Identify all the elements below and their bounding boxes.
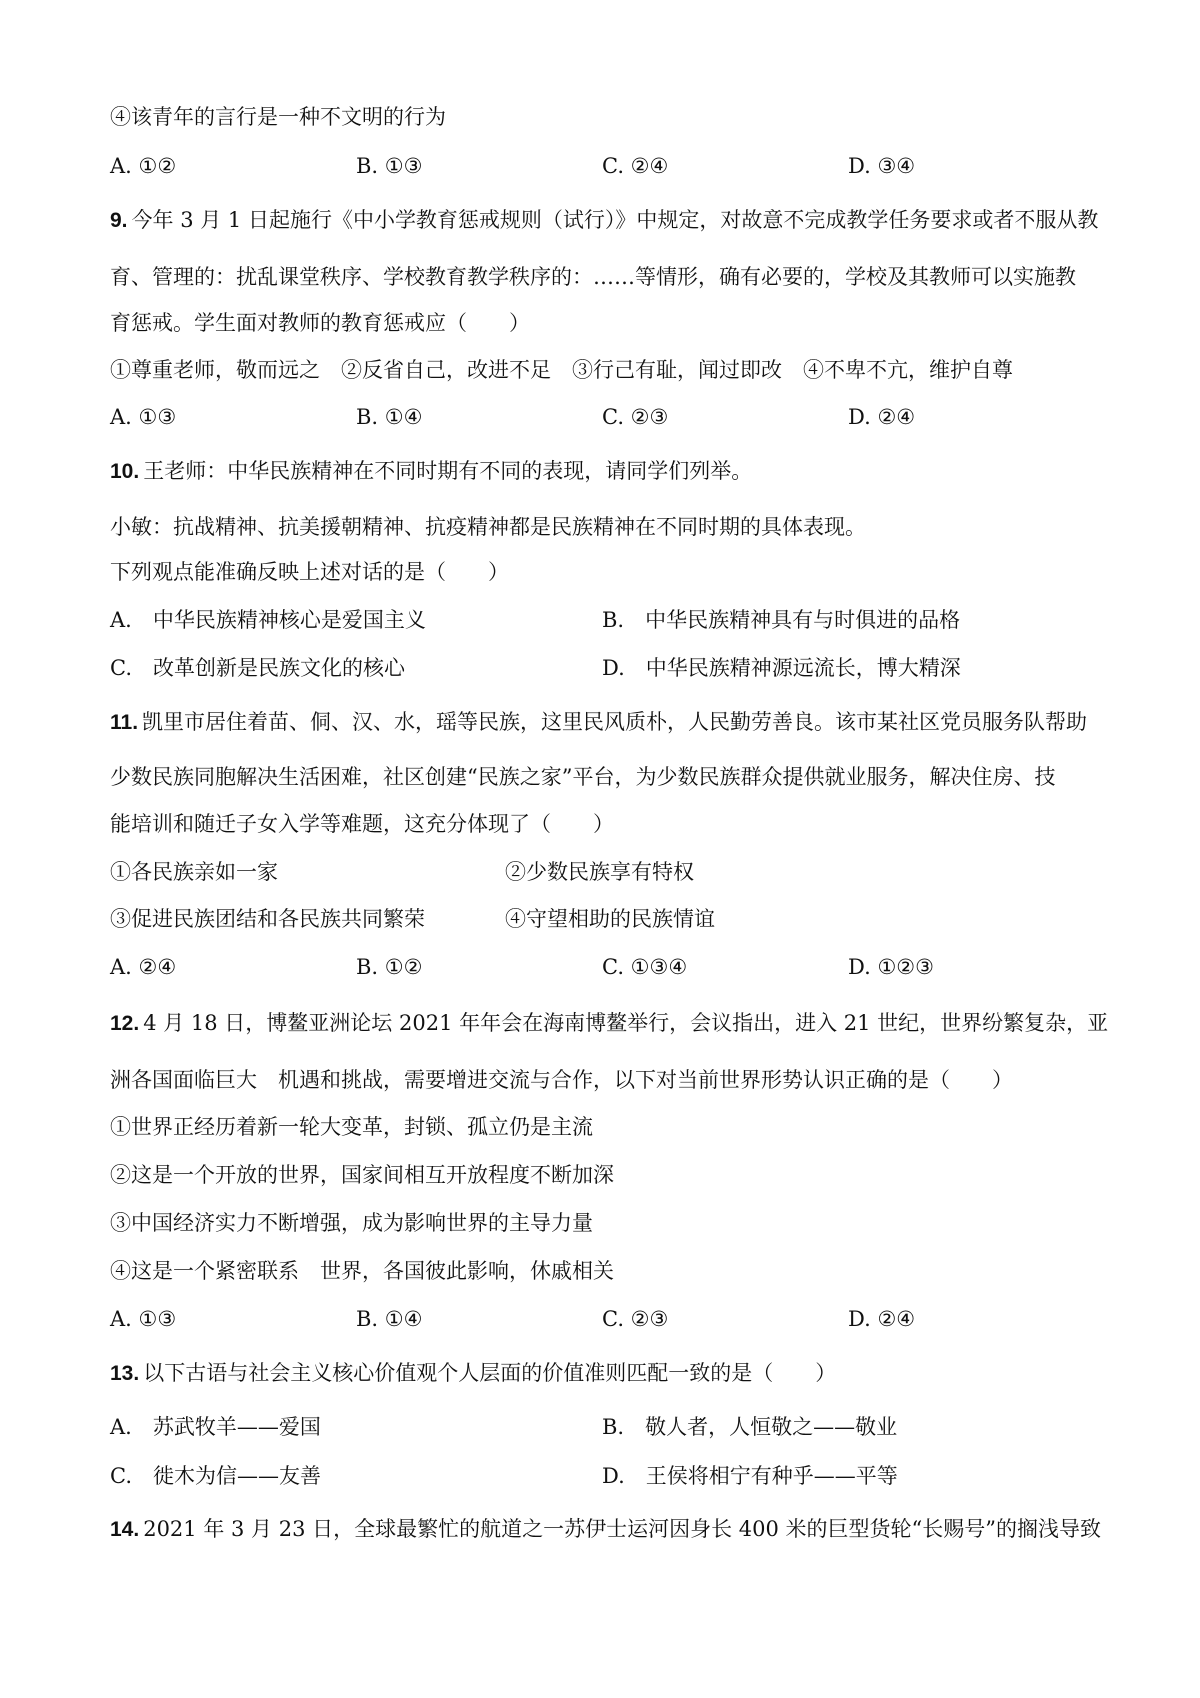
q8-option-d: D. ③④ [848, 154, 916, 178]
q11-option-c: C. ①③④ [602, 955, 688, 979]
q10-option-c: C. 改革创新是民族文化的核心 [110, 656, 405, 680]
q11-statement-4: ④守望相助的民族情谊 [505, 907, 715, 931]
q13-stem-line-1: 13. 以下古语与社会主义核心价值观个人层面的价值准则匹配一致的是（ ） [110, 1361, 837, 1385]
q11-statement-2: ②少数民族享有特权 [505, 860, 694, 884]
q14-stem-line-1: 14. 2021 年 3 月 23 日，全球最繁忙的航道之一苏伊士运河因身长 400 米的巨型货轮“长赐号”的搁浅导致 [110, 1517, 1102, 1541]
q12-statement-4: ④这是一个紧密联系 世界，各国彼此影响，休戚相关 [110, 1259, 614, 1283]
q13-option-a: A. 苏武牧羊——爱国 [110, 1415, 321, 1439]
q10-option-b: B. 中华民族精神具有与时俱进的品格 [602, 608, 961, 632]
q13-number: 13. [110, 1362, 140, 1385]
q12-statement-2: ②这是一个开放的世界，国家间相互开放程度不断加深 [110, 1163, 614, 1187]
q11-option-a: A. ②④ [110, 955, 177, 979]
q8-option-a: A. ①② [110, 154, 177, 178]
q10-option-d: D. 中华民族精神源远流长，博大精深 [602, 656, 961, 680]
q9-option-d: D. ②④ [848, 405, 916, 429]
q12-option-d: D. ②④ [848, 1307, 916, 1331]
q11-stem-line-3: 能培训和随迁子女入学等难题，这充分体现了（ ） [110, 812, 614, 836]
q9-stem-line-1: 9. 今年 3 月 1 日起施行《中小学教育惩戒规则（试行）》中规定，对故意不完成教学任务要求或者不服从教 [110, 208, 1099, 232]
q13-option-b: B. 敬人者，人恒敬之——敬业 [602, 1415, 898, 1439]
q13-option-d: D. 王侯将相宁有种乎——平等 [602, 1464, 898, 1488]
q11-option-b: B. ①② [356, 955, 423, 979]
q11-statement-1: ①各民族亲如一家 [110, 860, 278, 884]
q11-stem-line-1: 11. 凯里市居住着苗、侗、汉、水，瑶等民族，这里民风质朴，人民勤劳善良。该市某社区党员服务队帮助 [110, 710, 1088, 734]
q11-statement-3: ③促进民族团结和各民族共同繁荣 [110, 907, 425, 931]
q13-option-c: C. 徙木为信——友善 [110, 1464, 321, 1488]
q12-number: 12. [110, 1012, 140, 1035]
q8-statement-4: ④该青年的言行是一种不文明的行为 [110, 105, 446, 129]
q10-option-a: A. 中华民族精神核心是爱国主义 [110, 608, 426, 632]
q9-option-c: C. ②③ [602, 405, 669, 429]
q9-option-a: A. ①③ [110, 405, 177, 429]
q12-option-b: B. ①④ [356, 1307, 423, 1331]
q10-stem-line-1: 10. 王老师：中华民族精神在不同时期有不同的表现，请同学们列举。 [110, 459, 753, 483]
q8-option-b: B. ①③ [356, 154, 423, 178]
q11-number: 11. [110, 711, 139, 734]
q8-option-c: C. ②④ [602, 154, 669, 178]
q9-option-b: B. ①④ [356, 405, 423, 429]
q10-number: 10. [110, 460, 140, 483]
q9-number: 9. [110, 209, 128, 232]
q11-stem-line-2: 少数民族同胞解决生活困难，社区创建“民族之家”平台，为少数民族群众提供就业服务，解决住房、技 [110, 765, 1056, 789]
q9-stem-line-2: 育、管理的：扰乱课堂秩序、学校教育教学秩序的：……等情形，确有必要的，学校及其教师可以实施教 [110, 265, 1076, 289]
q12-statement-1: ①世界正经历着新一轮大变革，封锁、孤立仍是主流 [110, 1115, 593, 1139]
q9-statements: ①尊重老师，敬而远之 ②反省自己，改进不足 ③行己有耻，闻过即改 ④不卑不亢，维护自尊 [110, 358, 1013, 382]
q12-option-a: A. ①③ [110, 1307, 177, 1331]
q12-stem-line-2: 洲各国面临巨大 机遇和挑战，需要增进交流与合作，以下对当前世界形势认识正确的是（ ） [110, 1068, 1013, 1092]
q9-stem-line-3: 育惩戒。学生面对教师的教育惩戒应（ ） [110, 311, 530, 335]
q11-option-d: D. ①②③ [848, 955, 934, 979]
q14-number: 14. [110, 1518, 140, 1541]
q12-stem-line-1: 12. 4 月 18 日，博鳌亚洲论坛 2021 年年会在海南博鳌举行，会议指出，进入 21 世纪，世界纷繁复杂，亚 [110, 1011, 1109, 1035]
q10-stem-line-2: 小敏：抗战精神、抗美援朝精神、抗疫精神都是民族精神在不同时期的具体表现。 [110, 515, 866, 539]
q12-option-c: C. ②③ [602, 1307, 669, 1331]
q12-statement-3: ③中国经济实力不断增强，成为影响世界的主导力量 [110, 1211, 593, 1235]
q10-stem-line-3: 下列观点能准确反映上述对话的是（ ） [110, 560, 509, 584]
